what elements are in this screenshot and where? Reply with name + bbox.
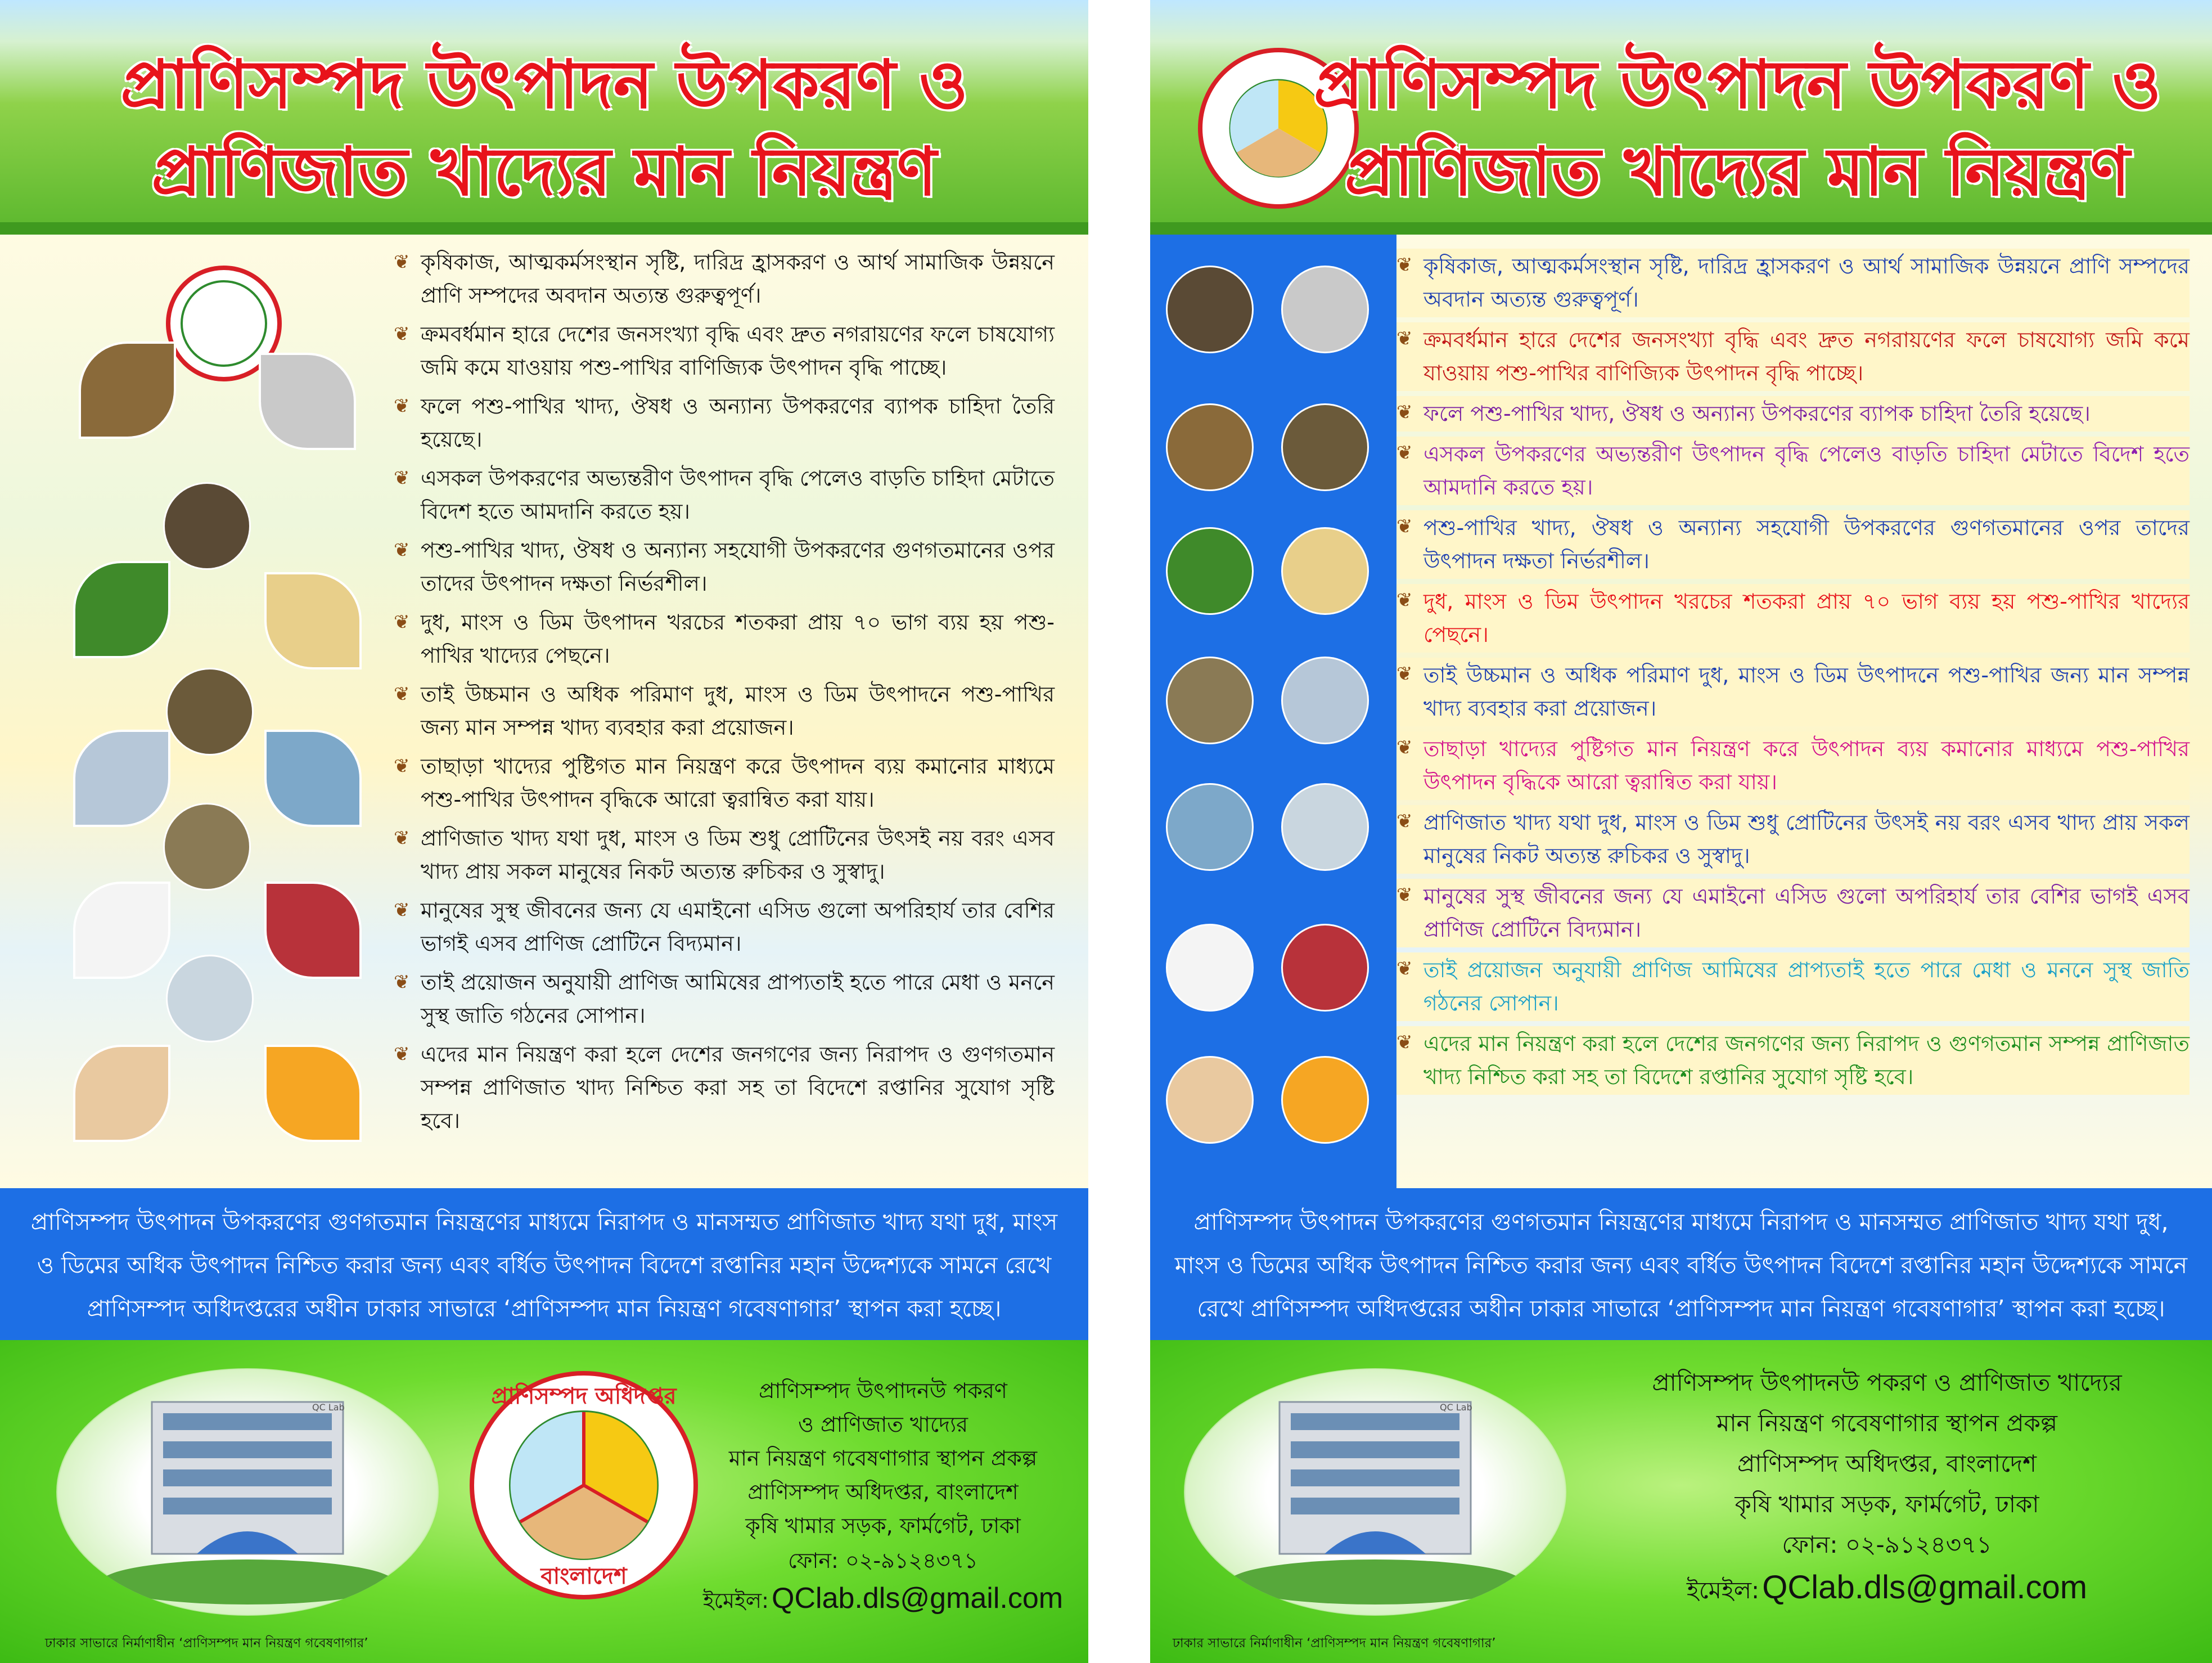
lab-photo [1281,657,1369,744]
bullet-icon: ❦ [394,395,410,417]
email-link[interactable]: QClab.dls@gmail.com [772,1582,1064,1615]
bullet-item: ❦ ফলে পশু-পাখির খাদ্য, ঔষধ ও অন্যান্য উপকরণের ব্যাপক চাহিদা তৈরি হয়েছে। [394,390,1055,456]
address-line: প্রাণিসম্পদ অধিদপ্তর, বাংলাদেশ [1737,1450,2037,1477]
bullet-icon: ❦ [1396,401,1413,424]
title-line-2: প্রাণিজাত খাদ্যের মান নিয়ন্ত্রণ [1344,133,2130,210]
bullet-icon: ❦ [394,827,410,850]
bullet-icon: ❦ [394,683,410,705]
bullet-icon: ❦ [1396,663,1413,685]
bullet-item: ❦ তাছাড়া খাদ্যের পুষ্টিগত মান নিয়ন্ত্রণ করে উৎপাদন ব্যয় কমানোর মাধ্যমে পশু-পাখির উৎপাদন বৃদ্ধিকে আরো ত্বরান্বিত করা যায়। [394,750,1055,816]
address-line: কৃষি খামার সড়ক, ফার্মগেট, ঢাকা [745,1513,1021,1538]
farmer-cow-photo [1281,403,1369,491]
address-line: প্রাণিসম্পদ উৎপাদনউ পকরণ [759,1378,1007,1403]
footer [1150,1340,2212,1663]
cows-photo [163,482,251,570]
poster-left [0,0,1088,1663]
summary-text: প্রাণিসম্পদ উৎপাদন উপকরণের গুণগতমান নিয়ন্ত্রণের মাধ্যমে নিরাপদ ও মানসম্মত প্রাণিজাত খাদ্য যথা দুধ, মাংস ও ডিমের অধিক উৎপাদন নিশ্চিত করার জন্য এবং বর্ধিত উৎপাদন বিদেশে রপ্তানির মহান উদ্দেশ্যকে সামনে রেখে প্রাণিসম্পদ অধিদপ্তরের অধীন ঢাকার সাভারে ‘প্রাণিসম্পদ মান নিয়ন্ত্রণ গবেষণাগার’ স্থাপন করা হচ্ছে। [30,1208,1058,1322]
bullet-item: ❦ তাই প্রয়োজন অনুযায়ী প্রাণিজ আমিষের প্রাপ্যতাই হতে পারে মেধা ও মননে সুস্থ জাতি গঠনের সোপান। [1396,952,2190,1021]
address-block [1578,1363,2196,1618]
bullet-icon: ❦ [394,611,410,633]
lab-technician-photo [166,955,254,1042]
bullet-icon: ❦ [394,971,410,994]
lab-technician-photo [1281,783,1369,871]
bullet-item: ❦ পশু-পাখির খাদ্য, ঔষধ ও অন্যান্য সহযোগী উপকরণের গুণগতমানের ওপর তাদের উৎপাদন দক্ষতা নির্ভরশীল। [1396,510,2190,579]
content-area [1150,235,2212,1188]
meat-photo [1281,924,1369,1012]
lab-photo [73,730,170,827]
summary-band [1150,1188,2212,1340]
bullet-item: ❦ ক্রমবর্ধমান হারে দেশের জনসংখ্যা বৃদ্ধি এবং দ্রুত নগরায়ণের ফলে চাষযোগ্য জমি কমে যাওয়ায় পশু-পাখির বাণিজ্যিক উৎপাদন বৃদ্ধি পাচ্ছে। [1396,322,2190,391]
bullet-item: ❦ তাছাড়া খাদ্যের পুষ্টিগত মান নিয়ন্ত্রণ করে উৎপাদন ব্যয় কমানোর মাধ্যমে পশু-পাখির উৎপাদন বৃদ্ধিকে আরো ত্বরান্বিত করা যায়। [1396,731,2190,800]
bullet-item: ❦ মানুষের সুস্থ জীবনের জন্য যে এমাইনো এসিড গুলো অপরিহার্য তার বেশির ভাগই এসব প্রাণিজ প্রোটিনে বিদ্যমান। [394,894,1055,960]
bullet-item: ❦ দুধ, মাংস ও ডিম উৎপাদন খরচের শতকরা প্রায় ৭০ ভাগ ব্যয় হয় পশু-পাখির খাদ্যের পেছনে। [394,606,1055,672]
bullet-icon: ❦ [1396,589,1413,612]
feeding-poultry-photo [1166,657,1254,744]
bullet-list [394,246,1055,1143]
bullet-icon: ❦ [1396,442,1413,464]
egg-photo [1166,1056,1254,1144]
address-block [692,1374,1074,1625]
bullet-icon: ❦ [1396,327,1413,350]
title-line-1: প্রাণিসম্পদ উৎপাদন উপকরণ ও [1313,46,2161,123]
chicken-flock-photo [79,341,176,439]
building-photo [56,1368,439,1616]
address-line: প্রাণিসম্পদ অধিদপ্তর, বাংলাদেশ [747,1480,1019,1504]
building-caption: ঢাকার সাভারে নির্মাণাধীন ‘প্রাণিসম্পদ মান নিয়ন্ত্রণ গবেষণাগার’ [1173,1636,1496,1651]
bullet-icon: ❦ [1396,884,1413,906]
header-divider [1150,222,2212,235]
bullet-icon: ❦ [1396,958,1413,980]
email-row [692,1579,1074,1625]
bullet-icon: ❦ [394,539,410,561]
logo-bottom-text: বাংলাদেশ [540,1563,627,1589]
dls-logo-large [470,1371,698,1599]
address-line: প্রাণিসম্পদ উৎপাদনউ পকরণ ও প্রাণিজাত খাদ্যের [1652,1369,2122,1396]
bullet-item: ❦ পশু-পাখির খাদ্য, ঔষধ ও অন্যান্য সহযোগী উপকরণের গুণগতমানের ওপর তাদের উৎপাদন দক্ষতা নির্ভরশীল। [394,534,1055,600]
address-line: কৃষি খামার সড়ক, ফার্মগেট, ঢাকা [1735,1490,2039,1518]
bullet-icon: ❦ [1396,810,1413,833]
bullet-item: ❦ দুধ, মাংস ও ডিম উৎপাদন খরচের শতকরা প্রায় ৭০ ভাগ ব্যয় হয় পশু-পাখির খাদ্যের পেছনে। [1396,584,2190,653]
address-line: মান নিয়ন্ত্রণ গবেষণাগার স্থাপন প্রকল্প [1717,1409,2057,1437]
egg-photo [73,1045,170,1142]
phone-number: ফোন: ০২-৯১২৪৩৭১ [1782,1531,1992,1558]
bullet-icon: ❦ [394,251,410,273]
photo-column [1150,235,1396,1188]
bullet-list [1396,249,2190,1100]
bullet-item: ❦ ক্রমবর্ধমান হারে দেশের জনসংখ্যা বৃদ্ধি এবং দ্রুত নগরায়ণের ফলে চাষযোগ্য জমি কমে যাওয়ায় পশু-পাখির বাণিজ্যিক উৎপাদন বৃদ্ধি পাচ্ছে। [394,318,1055,384]
summary-text: প্রাণিসম্পদ উৎপাদন উপকরণের গুণগতমান নিয়ন্ত্রণের মাধ্যমে নিরাপদ ও মানসম্মত প্রাণিজাত খাদ্য যথা দুধ, মাংস ও ডিমের অধিক উৎপাদন নিশ্চিত করার জন্য এবং বর্ধিত উৎপাদন বিদেশে রপ্তানির মহান উদ্দেশ্যকে সামনে রেখে প্রাণিসম্পদ অধিদপ্তরের অধীন ঢাকার সাভারে ‘প্রাণিসম্পদ মান নিয়ন্ত্রণ গবেষণাগার’ স্থাপন করা হচ্ছে। [1174,1208,2188,1322]
building-caption: ঢাকার সাভারে নির্মাণাধীন ‘প্রাণিসম্পদ মান নিয়ন্ত্রণ গবেষণাগার’ [45,1636,368,1651]
summary-band [0,1188,1088,1340]
bullet-icon: ❦ [1396,515,1413,538]
bullet-icon: ❦ [394,755,410,777]
building-sign: QC Lab [312,1402,345,1413]
bullet-item: ❦ এসকল উপকরণের অভ্যন্তরীণ উৎপাদন বৃদ্ধি পেলেও বাড়তি চাহিদা মেটাতে বিদেশ হতে আমদানি করতে হয়। [394,462,1055,528]
footer [0,1340,1088,1663]
email-row [1578,1565,2196,1618]
email-label: ইমেইল: [702,1588,769,1613]
poultry-feed-machine-photo [259,353,356,450]
bullet-item: ❦ প্রাণিজাত খাদ্য যথা দুধ, মাংস ও ডিম শুধু প্রোটিনের উৎসই নয় বরং এসব খাদ্য প্রায় সকল মানুষের নিকট অত্যন্ত রুচিকর ও সুস্বাদু। [394,822,1055,888]
farmer-cow-photo [166,668,254,756]
bullet-item: ❦ প্রাণিজাত খাদ্য যথা দুধ, মাংস ও ডিম শুধু প্রোটিনের উৎসই নয় বরং এসব খাদ্য প্রায় সকল মানুষের নিকট অত্যন্ত রুচিকর ও সুস্বাদু। [1396,805,2190,874]
meat-photo [264,882,362,979]
title-line-1: প্রাণিসম্পদ উৎপাদন উপকরণ ও [120,46,968,123]
bullet-item: ❦ ফলে পশু-পাখির খাদ্য, ঔষধ ও অন্যান্য উপকরণের ব্যাপক চাহিদা তৈরি হয়েছে। [1396,396,2190,432]
bullet-icon: ❦ [394,323,410,345]
bullet-icon: ❦ [394,899,410,922]
bullet-item: ❦ তাই উচ্চমান ও অধিক পরিমাণ দুধ, মাংস ও ডিম উৎপাদনে পশু-পাখির জন্য মান সম্পন্ন খাদ্য ব্যবহার করা প্রয়োজন। [394,678,1055,744]
poultry-feed-machine-photo [1281,266,1369,353]
boiled-egg-photo [1281,1056,1369,1144]
milk-glass-photo [1166,924,1254,1012]
phone-number: ফোন: ০২-৯১২৪৩৭১ [788,1548,978,1573]
milk-glass-photo [73,882,170,979]
content-area [0,235,1088,1188]
logo-top-text: প্রাণিসম্পদ অধিদপ্তর [491,1383,677,1409]
address-line: ও প্রাণিজাত খাদ্যের [798,1412,968,1437]
bullet-item: ❦ কৃষিকাজ, আত্মকর্মসংস্থান সৃষ্টি, দারিদ্র হ্রাসকরণ ও আর্থ সামাজিক উন্নয়নে প্রাণি সম্পদের অবদান অত্যন্ত গুরুত্বপূর্ণ। [1396,249,2190,317]
feed-grain-photo [1281,527,1369,615]
bullet-icon: ❦ [1396,736,1413,759]
feeding-poultry-photo [163,803,251,891]
bullet-item: ❦ কৃষিকাজ, আত্মকর্মসংস্থান সৃষ্টি, দারিদ্র হ্রাসকরণ ও আর্থ সামাজিক উন্নয়নে প্রাণি সম্পদের অবদান অত্যন্ত গুরুত্বপূর্ণ। [394,246,1055,312]
address-line: মান নিয়ন্ত্রণ গবেষণাগার স্থাপন প্রকল্প [728,1446,1038,1471]
medicine-bottles-photo [264,730,362,827]
bullet-item: ❦ এদের মান নিয়ন্ত্রণ করা হলে দেশের জনগণের জন্য নিরাপদ ও গুণগতমান সম্পন্ন প্রাণিজাত খাদ্য নিশ্চিত করা সহ তা বিদেশে রপ্তানির সুযোগ সৃষ্টি হবে। [394,1038,1055,1138]
boiled-egg-photo [264,1045,362,1142]
bullet-item: ❦ মানুষের সুস্থ জীবনের জন্য যে এমাইনো এসিড গুলো অপরিহার্য তার বেশির ভাগই এসব প্রাণিজ প্রোটিনে বিদ্যমান। [1396,879,2190,947]
medicine-bottles-photo [1166,783,1254,871]
header-divider [0,222,1088,235]
bullet-icon: ❦ [1396,1031,1413,1054]
title-line-2: প্রাণিজাত খাদ্যের মান নিয়ন্ত্রণ [151,133,937,210]
chicken-flock-photo [1166,403,1254,491]
bullet-item: ❦ তাই প্রয়োজন অনুযায়ী প্রাণিজ আমিষের প্রাপ্যতাই হতে পারে মেধা ও মননে সুস্থ জাতি গঠনের সোপান। [394,966,1055,1032]
cows-photo [1166,266,1254,353]
bullet-item: ❦ তাই উচ্চমান ও অধিক পরিমাণ দুধ, মাংস ও ডিম উৎপাদনে পশু-পাখির জন্য মান সম্পন্ন খাদ্য ব্যবহার করা প্রয়োজন। [1396,658,2190,726]
bullet-item: ❦ এদের মান নিয়ন্ত্রণ করা হলে দেশের জনগণের জন্য নিরাপদ ও গুণগতমান সম্পন্ন প্রাণিজাত খাদ্য নিশ্চিত করা সহ তা বিদেশে রপ্তানির সুযোগ সৃষ্টি হবে। [1396,1026,2190,1095]
maize-field-photo [73,561,170,658]
email-link[interactable]: QClab.dls@gmail.com [1762,1569,2088,1606]
bullet-icon: ❦ [1396,254,1413,276]
building-photo [1184,1368,1566,1616]
bullet-item: ❦ এসকল উপকরণের অভ্যন্তরীণ উৎপাদন বৃদ্ধি পেলেও বাড়তি চাহিদা মেটাতে বিদেশ হতে আমদানি করতে হয়। [1396,437,2190,505]
building-sign: QC Lab [1440,1402,1472,1413]
poster-right [1150,0,2212,1663]
maize-field-photo [1166,527,1254,615]
email-label: ইমেইল: [1686,1576,1760,1604]
feed-grain-photo [264,572,362,669]
bullet-icon: ❦ [394,1043,410,1066]
bullet-icon: ❦ [394,467,410,489]
